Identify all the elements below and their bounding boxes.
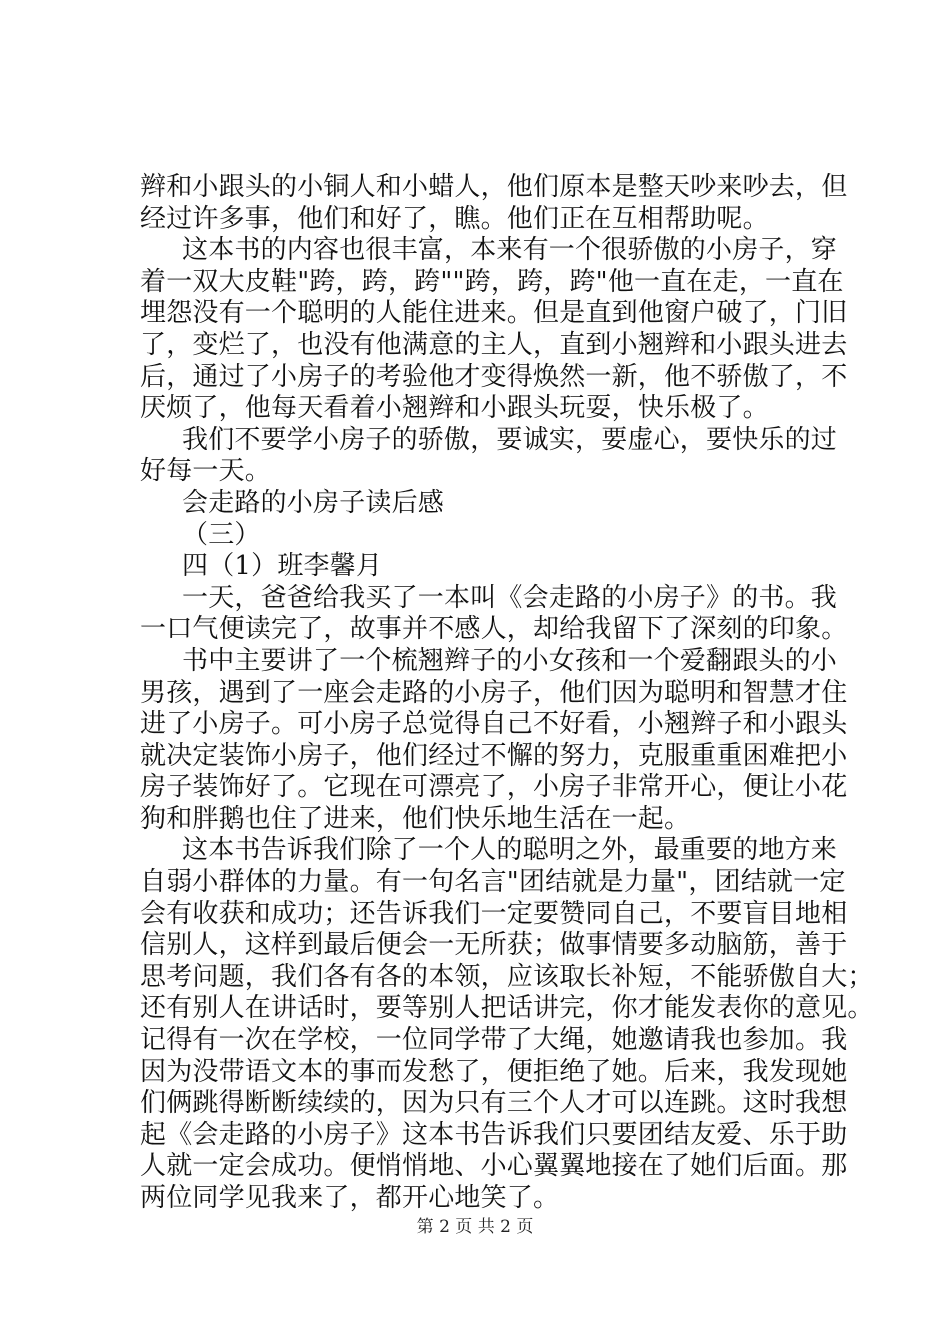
text-line: 进了小房子。可小房子总觉得自己不好看，小翘辫子和小跟头 [140, 709, 848, 740]
text-line: 这本书告诉我们除了一个人的聪明之外，最重要的地方来 [182, 835, 838, 866]
text-line: 两位同学见我来了，都开心地笑了。 [140, 1183, 560, 1213]
text-line: 因为没带语文本的事而发愁了，便拒绝了她。后来，我发现她 [140, 1056, 848, 1087]
text-line: 辫和小跟头的小铜人和小蜡人，他们原本是整天吵来吵去，但 [140, 172, 848, 202]
text-line: 了，变烂了，也没有他满意的主人，直到小翘辫和小跟头进去 [140, 329, 848, 360]
text-line: 思考问题，我们各有各的本领，应该取长补短，不能骄傲自大； [140, 961, 874, 992]
text-line: 经过许多事，他们和好了，瞧。他们正在互相帮助呢。 [140, 203, 769, 234]
text-line: 着一双大皮鞋"跨，跨，跨""跨，跨，跨"他一直在走，一直在 [140, 266, 844, 297]
text-line: 后，通过了小房子的考验他才变得焕然一新，他不骄傲了，不 [140, 361, 848, 392]
text-line: 好每一天。 [140, 456, 272, 487]
page-footer: 第 2 页 共 2 页 [416, 1217, 534, 1237]
text-line: 信别人，这样到最后便会一无所获；做事情要多动脑筋，善于 [140, 930, 848, 961]
text-line: 厌烦了，他每天看着小翘辫和小跟头玩耍，快乐极了。 [140, 393, 769, 424]
text-line: 这本书的内容也很丰富，本来有一个很骄傲的小房子，穿 [182, 235, 838, 266]
text-line: 狗和胖鹅也住了进来，他们快乐地生活在一起。 [140, 803, 691, 834]
text-line: 四（1）班李馨月 [182, 551, 383, 582]
text-line: 记得有一次在学校，一位同学带了大绳，她邀请我也参加。我 [140, 1025, 848, 1056]
text-line: 书中主要讲了一个梳翘辫子的小女孩和一个爱翻跟头的小 [182, 645, 838, 676]
text-line: 男孩，遇到了一座会走路的小房子，他们因为聪明和智慧才住 [140, 677, 848, 708]
document-body [140, 172, 874, 1215]
text-line: 会走路的小房子读后感 [182, 487, 445, 518]
text-line: 一天，爸爸给我买了一本叫《会走路的小房子》的书。我 [182, 582, 838, 613]
text-line: 还有别人在讲话时，要等别人把话讲完，你才能发表你的意见。 [140, 993, 874, 1024]
text-line: 埋怨没有一个聪明的人能住进来。但是直到他窗户破了，门旧 [140, 298, 848, 329]
text-line: 起《会走路的小房子》这本书告诉我们只要团结友爱、乐于助 [140, 1119, 848, 1150]
text-line: 自弱小群体的力量。有一句名言"团结就是力量"，团结就一定 [140, 867, 846, 898]
text-line: 会有收获和成功；还告诉我们一定要赞同自己，不要盲目地相 [140, 898, 848, 929]
text-line: 房子装饰好了。它现在可漂亮了，小房子非常开心，便让小花 [140, 772, 848, 803]
text-line: 们俩跳得断断续续的，因为只有三个人才可以连跳。这时我想 [140, 1088, 848, 1119]
text-line: 一口气便读完了，故事并不感人，却给我留下了深刻的印象。 [140, 614, 848, 645]
text-line: （三） [182, 519, 261, 550]
text-line: 人就一定会成功。便悄悄地、小心翼翼地接在了她们后面。那 [140, 1151, 848, 1182]
text-line: 我们不要学小房子的骄傲，要诚实，要虚心，要快乐的过 [182, 424, 838, 455]
text-line: 就决定装饰小房子，他们经过不懈的努力，克服重重困难把小 [140, 740, 848, 771]
